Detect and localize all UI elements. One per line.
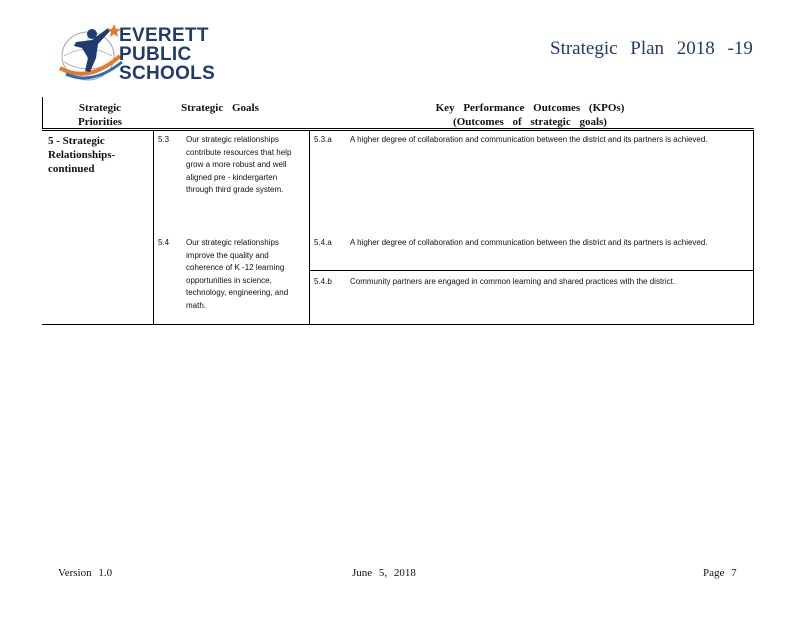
table-right-border <box>753 131 754 324</box>
logo-line-1: EVERETT <box>119 25 209 46</box>
footer-page-number: Page 7 <box>703 567 737 579</box>
footer-version: Version 1.0 <box>58 567 113 579</box>
header-divider-left <box>42 97 43 129</box>
kpo-text: A higher degree of collaboration and communication between the district and its partners is achieved. <box>350 238 708 247</box>
logo-emblem-icon <box>58 22 128 84</box>
column-header-goals: Strategic Goals <box>181 102 259 114</box>
logo-line-2: PUBLIC <box>119 44 192 65</box>
table-bottom-border <box>42 324 754 325</box>
column-header-kpo <box>360 101 700 129</box>
column-divider-1 <box>153 131 154 324</box>
logo-wordmark <box>119 26 215 83</box>
goal-number: 5.4 <box>158 238 170 247</box>
strategic-priority: 5 - Strategic Relationships- continued <box>48 135 116 175</box>
goal-text: Our strategic relationships contribute resources that help grow a more robust and well aligned pre - kindergarten through third grade system. <box>186 135 292 195</box>
column-divider-2 <box>309 131 310 324</box>
table-top-border-2 <box>42 130 754 131</box>
kpo-text: Community partners are engaged in common learning and shared practices with the district. <box>350 277 676 286</box>
kpo-number: 5.3.a <box>314 135 332 144</box>
column-header-priorities <box>50 101 150 129</box>
kpo-number: 5.4.a <box>314 238 332 247</box>
document-title: Strategic Plan 2018 -19 <box>550 38 753 59</box>
kpo-number: 5.4.b <box>314 277 332 286</box>
column-header-kpo-line2: (Outcomes of strategic goals) <box>453 116 607 128</box>
footer-date: June 5, 2018 <box>352 567 416 579</box>
kpo-text: A higher degree of collaboration and communication between the district and its partners is achieved. <box>350 135 708 144</box>
goal-number: 5.3 <box>158 135 170 144</box>
kpo-row-divider <box>310 270 753 271</box>
column-header-priorities-line1: Strategic <box>78 102 122 114</box>
logo-line-3: SCHOOLS <box>119 63 216 84</box>
table-top-border <box>42 128 754 129</box>
goal-text: Our strategic relationships improve the quality and coherence of K -12 learning opportunities in science, technology, engineering, and math. <box>186 238 289 310</box>
column-header-kpo-line1: Key Performance Outcomes (KPOs) <box>435 102 625 114</box>
column-header-priorities-line2: Priorities <box>78 116 122 128</box>
